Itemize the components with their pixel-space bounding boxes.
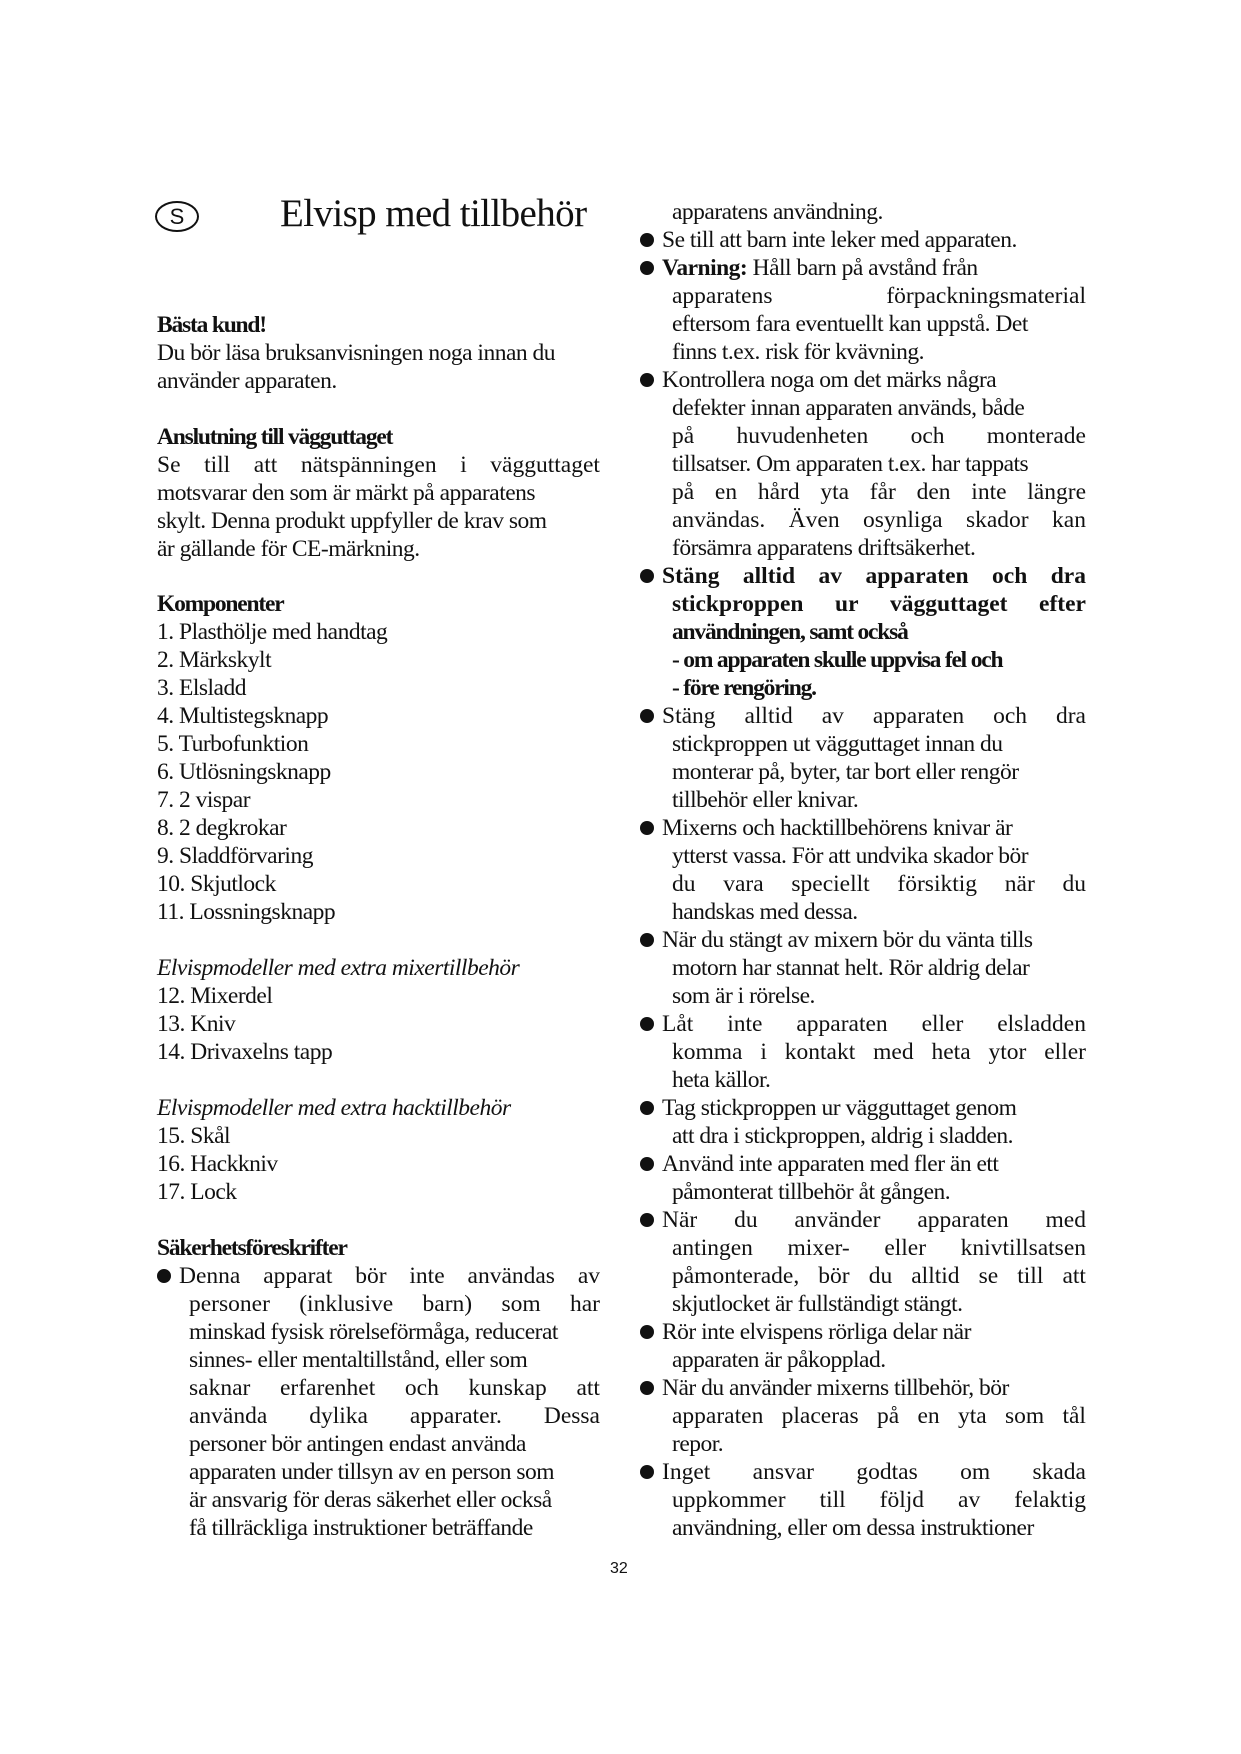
safety-line: Inget ansvar godtas om skada [662, 1459, 1086, 1485]
component-item: 10. Skjutlock [157, 871, 276, 897]
greeting-heading: Bästa kund! [157, 312, 266, 338]
connection-line: motsvarar den som är märkt på apparatens [157, 480, 536, 506]
safety-line: apparaten är påkopplad. [672, 1347, 886, 1373]
safety-line: sinnes- eller mentaltillstånd, eller som [189, 1347, 528, 1373]
safety-line: Stäng alltid av apparaten och dra [662, 563, 1086, 589]
safety-line: påmonterade, bör du alltid se till att [672, 1263, 1086, 1289]
safety-line: personer bör antingen endast använda [189, 1431, 526, 1457]
component-item: 9. Sladdförvaring [157, 843, 313, 869]
components-heading: Komponenter [157, 591, 284, 617]
safety-line: Tag stickproppen ur vägguttaget genom [662, 1095, 1017, 1121]
safety-line: skjutlocket är fullständigt stängt. [672, 1291, 963, 1317]
warning-text: Håll barn på avstånd från [752, 255, 978, 281]
component-item: 8. 2 degkrokar [157, 815, 287, 841]
chopper-models-heading: Elvispmodeller med extra hacktillbehör [157, 1095, 511, 1121]
bullet-icon [640, 933, 654, 947]
safety-line: tillsatser. Om apparaten t.ex. har tappats [672, 451, 1029, 477]
safety-line: personer (inklusive barn) som har [189, 1291, 600, 1317]
connection-line: är gällande för CE-märkning. [157, 536, 420, 562]
bullet-icon [640, 373, 654, 387]
safety-line: är ansvarig för deras säkerhet eller också [189, 1487, 552, 1513]
safety-line: handskas med dessa. [672, 899, 858, 925]
chopper-item: 15. Skål [157, 1123, 231, 1149]
safety-line: apparatens förpackningsmaterial [672, 283, 1086, 309]
page-number: 32 [610, 1560, 628, 1577]
bullet-icon [640, 233, 654, 247]
safety-line: att dra i stickproppen, aldrig i sladden. [672, 1123, 1014, 1149]
component-item: 5. Turbofunktion [157, 731, 309, 757]
safety-line: Låt inte apparaten eller elsladden [662, 1011, 1086, 1037]
chopper-item: 16. Hackkniv [157, 1151, 278, 1177]
warning-line [662, 254, 1086, 282]
bullet-icon [640, 569, 654, 583]
safety-line: stickproppen ut vägguttaget innan du [672, 731, 1003, 757]
safety-line: försämra apparatens driftsäkerhet. [672, 535, 976, 561]
safety-heading: Säkerhetsföreskrifter [157, 1235, 347, 1261]
safety-line: motorn har stannat helt. Rör aldrig delar [672, 955, 1030, 981]
safety-line: användas. Även osynliga skador kan [672, 507, 1086, 533]
bullet-icon [640, 1017, 654, 1031]
safety-line: Rör inte elvispens rörliga delar när [662, 1319, 971, 1345]
bullet-icon [640, 1213, 654, 1227]
safety-line: När du stängt av mixern bör du vänta tills [662, 927, 1033, 953]
chopper-item: 17. Lock [157, 1179, 237, 1205]
bullet-icon [640, 1465, 654, 1479]
page-title: Elvisp med tillbehör [280, 192, 587, 235]
language-badge: S [155, 201, 199, 232]
safety-line: komma i kontakt med heta ytor eller [672, 1039, 1086, 1065]
bullet-icon [640, 1157, 654, 1171]
safety-line: på huvudenheten och monterade [672, 423, 1086, 449]
safety-line: användning, eller om dessa instruktioner [672, 1515, 1034, 1541]
safety-line: få tillräckliga instruktioner beträffande [189, 1515, 533, 1541]
warning-label: Varning: [662, 255, 748, 281]
safety-line: saknar erfarenhet och kunskap att [189, 1375, 600, 1401]
safety-line: påmonterat tillbehör åt gången. [672, 1179, 951, 1205]
safety-line: finns t.ex. risk för kvävning. [672, 339, 924, 365]
safety-line: repor. [672, 1431, 724, 1457]
greeting-line: Du bör läsa bruksanvisningen noga innan du [157, 340, 556, 366]
safety-line: Se till att barn inte leker med apparaten. [662, 227, 1017, 253]
bullet-icon [157, 1269, 171, 1283]
mixer-item: 12. Mixerdel [157, 983, 273, 1009]
safety-line: - före rengöring. [672, 675, 816, 701]
safety-line: När du använder mixerns tillbehör, bör [662, 1375, 1009, 1401]
bullet-icon [640, 261, 654, 275]
safety-line: tillbehör eller knivar. [672, 787, 859, 813]
component-item: 2. Märkskylt [157, 647, 272, 673]
safety-line: Stäng alltid av apparaten och dra [662, 703, 1086, 729]
mixer-item: 13. Kniv [157, 1011, 236, 1037]
safety-line: antingen mixer- eller knivtillsatsen [672, 1235, 1086, 1261]
safety-line: apparatens användning. [672, 199, 883, 225]
safety-line: stickproppen ur vägguttaget efter [672, 591, 1086, 617]
safety-line: Denna apparat bör inte användas av [179, 1263, 600, 1289]
safety-line: ytterst vassa. För att undvika skador bör [672, 843, 1029, 869]
safety-line: som är i rörelse. [672, 983, 815, 1009]
connection-line: skylt. Denna produkt uppfyller de krav som [157, 508, 547, 534]
component-item: 3. Elsladd [157, 675, 246, 701]
component-item: 11. Lossningsknapp [157, 899, 336, 925]
mixer-item: 14. Drivaxelns tapp [157, 1039, 333, 1065]
safety-line: Mixerns och hacktillbehörens knivar är [662, 815, 1013, 841]
connection-line: Se till att nätspänningen i vägguttaget [157, 452, 600, 478]
safety-line: När du använder apparaten med [662, 1207, 1086, 1233]
bullet-icon [640, 821, 654, 835]
bullet-icon [640, 709, 654, 723]
safety-line: Kontrollera noga om det märks några [662, 367, 997, 393]
connection-heading: Anslutning till vägguttaget [157, 424, 393, 450]
safety-line: eftersom fara eventuellt kan uppstå. Det [672, 311, 1028, 337]
safety-line: du vara speciellt försiktig när du [672, 871, 1086, 897]
mixer-models-heading: Elvispmodeller med extra mixertillbehör [157, 955, 520, 981]
component-item: 1. Plasthölje med handtag [157, 619, 388, 645]
safety-line: Använd inte apparaten med fler än ett [662, 1151, 999, 1177]
bullet-icon [640, 1101, 654, 1115]
component-item: 7. 2 vispar [157, 787, 251, 813]
safety-line: apparaten under tillsyn av en person som [189, 1459, 555, 1485]
greeting-line: använder apparaten. [157, 368, 337, 394]
safety-line: apparaten placeras på en yta som tål [672, 1403, 1086, 1429]
bullet-icon [640, 1381, 654, 1395]
safety-line: defekter innan apparaten används, både [672, 395, 1025, 421]
safety-line: användningen, samt också [672, 619, 908, 645]
safety-line: monterar på, byter, tar bort eller rengör [672, 759, 1019, 785]
component-item: 6. Utlösningsknapp [157, 759, 331, 785]
safety-line: - om apparaten skulle uppvisa fel och [672, 647, 1003, 673]
safety-line: på en hård yta får den inte längre [672, 479, 1086, 505]
bullet-icon [640, 1325, 654, 1339]
component-item: 4. Multistegsknapp [157, 703, 329, 729]
safety-line: minskad fysisk rörelseförmåga, reducerat [189, 1319, 558, 1345]
safety-line: använda dylika apparater. Dessa [189, 1403, 600, 1429]
safety-line: uppkommer till följd av felaktig [672, 1487, 1086, 1513]
safety-line: heta källor. [672, 1067, 771, 1093]
